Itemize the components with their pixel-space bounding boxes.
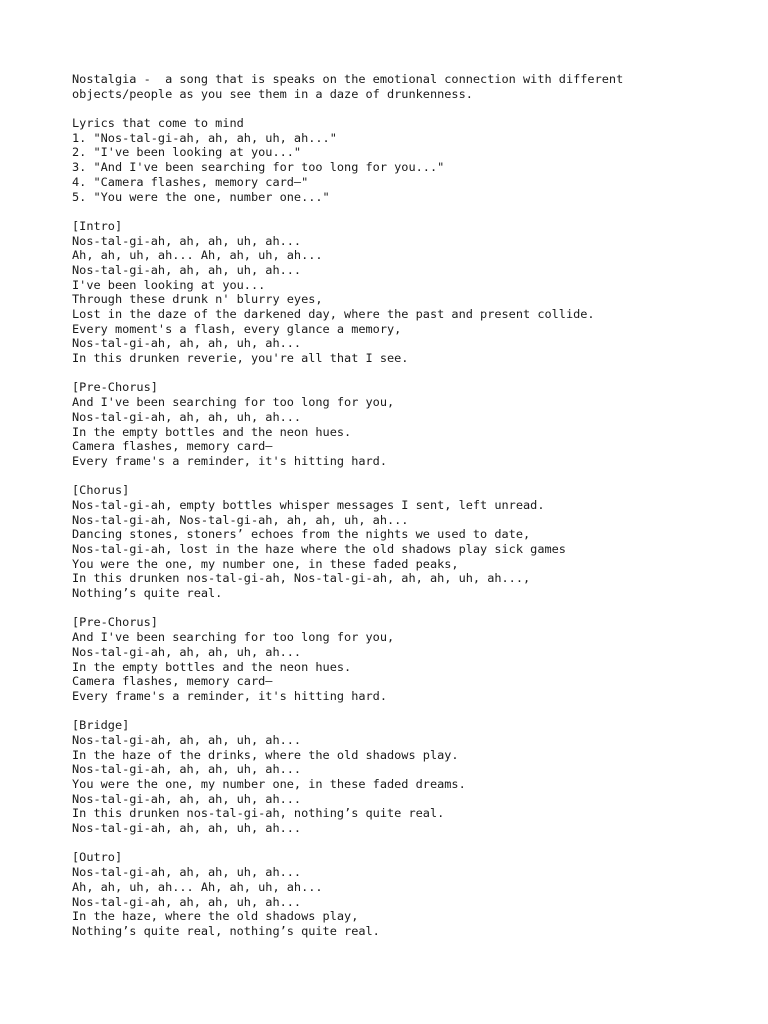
lyric-line: Nos-tal-gi-ah, ah, ah, uh, ah... — [72, 409, 302, 424]
lyric-line: Nos-tal-gi-ah, ah, ah, uh, ah... — [72, 865, 302, 880]
list-item: 3. "And I've been searching for too long for you..." — [72, 160, 445, 175]
section-heading: [Intro] — [72, 218, 123, 233]
section-heading: [Bridge] — [72, 718, 130, 733]
lyric-line: In this drunken reverie, you're all that I see. — [72, 351, 409, 366]
lyric-line: Nos-tal-gi-ah, ah, ah, uh, ah... — [72, 791, 302, 806]
lyric-line: Through these drunk n' blurry eyes, — [72, 292, 323, 307]
lyric-line: Dancing stones, stoners’ echoes from the nights we used to date, — [72, 527, 531, 542]
lyric-line: Lost in the daze of the darkened day, where the past and present collide. — [72, 307, 595, 321]
list-item: 5. "You were the one, number one..." — [72, 189, 330, 204]
document-page — [72, 72, 752, 953]
lyric-line: Nos-tal-gi-ah, ah, ah, uh, ah... — [72, 233, 302, 248]
section-chorus — [72, 483, 752, 601]
section-heading: [Chorus] — [72, 483, 130, 498]
lyric-line: Nos-tal-gi-ah, ah, ah, uh, ah... — [72, 762, 302, 777]
lyric-line: Nos-tal-gi-ah, ah, ah, uh, ah... — [72, 262, 302, 277]
text-line: objects/people as you see them in a daze of drunkenness. — [72, 86, 473, 101]
lyric-line: Nos-tal-gi-ah, ah, ah, uh, ah... — [72, 894, 302, 909]
lyrics-ideas-list — [72, 116, 752, 204]
song-description — [72, 72, 752, 101]
lyric-line: Camera flashes, memory card— — [72, 674, 273, 689]
lyric-line: Every frame's a reminder, it's hitting hard. — [72, 453, 387, 468]
lyric-line: And I've been searching for too long for you, — [72, 630, 395, 645]
section-heading: [Outro] — [72, 850, 123, 865]
lyric-line: In this drunken nos-tal-gi-ah, nothing’s quite real. — [72, 806, 445, 821]
lyric-line: Every moment's a flash, every glance a memory, — [72, 321, 402, 336]
lyric-line: Nos-tal-gi-ah, Nos-tal-gi-ah, ah, ah, uh, ah... — [72, 512, 409, 527]
section-heading: [Pre-Chorus] — [72, 615, 158, 630]
lyric-line: Nothing’s quite real, nothing’s quite real. — [72, 923, 380, 938]
lyric-line: In the haze of the drinks, where the old shadows play. — [72, 747, 459, 762]
lyric-line: You were the one, my number one, in these faded peaks, — [72, 556, 459, 571]
section-outro — [72, 850, 752, 938]
lyric-line: Nos-tal-gi-ah, ah, ah, uh, ah... — [72, 821, 302, 836]
lyric-line: You were the one, my number one, in these faded dreams. — [72, 777, 466, 791]
section-bridge — [72, 718, 752, 836]
lyric-line: In the haze, where the old shadows play, — [72, 909, 359, 924]
lyric-line: In the empty bottles and the neon hues. — [72, 424, 352, 439]
lyric-line: Nos-tal-gi-ah, ah, ah, uh, ah... — [72, 336, 302, 351]
lyric-line: I've been looking at you... — [72, 277, 266, 292]
section-heading: [Pre-Chorus] — [72, 380, 158, 395]
section-pre-chorus-1 — [72, 380, 752, 468]
lyric-line: Ah, ah, uh, ah... Ah, ah, uh, ah... — [72, 248, 323, 263]
list-item: 4. "Camera flashes, memory card—" — [72, 174, 309, 189]
lyric-line: Nos-tal-gi-ah, lost in the haze where the old shadows play sick games — [72, 542, 566, 556]
list-item: 1. "Nos-tal-gi-ah, ah, ah, uh, ah..." — [72, 130, 337, 145]
lyric-line: In this drunken nos-tal-gi-ah, Nos-tal-gi-ah, ah, ah, uh, ah..., — [72, 571, 531, 586]
lyric-line: Nothing’s quite real. — [72, 586, 223, 601]
lyric-line: Nos-tal-gi-ah, empty bottles whisper messages I sent, left unread. — [72, 497, 545, 512]
lyric-line: Nos-tal-gi-ah, ah, ah, uh, ah... — [72, 732, 302, 747]
lyric-line: Ah, ah, uh, ah... Ah, ah, uh, ah... — [72, 879, 323, 894]
section-pre-chorus-2 — [72, 615, 752, 703]
lyric-line: And I've been searching for too long for you, — [72, 395, 395, 410]
lyric-line: Camera flashes, memory card— — [72, 439, 273, 454]
lyric-line: In the empty bottles and the neon hues. — [72, 659, 352, 674]
list-item: 2. "I've been looking at you..." — [72, 145, 302, 160]
text-line: Nostalgia - a song that is speaks on the emotional connection with different — [72, 72, 624, 86]
list-heading: Lyrics that come to mind — [72, 116, 244, 131]
lyric-line: Every frame's a reminder, it's hitting hard. — [72, 688, 387, 703]
section-intro — [72, 219, 752, 366]
lyric-line: Nos-tal-gi-ah, ah, ah, uh, ah... — [72, 644, 302, 659]
